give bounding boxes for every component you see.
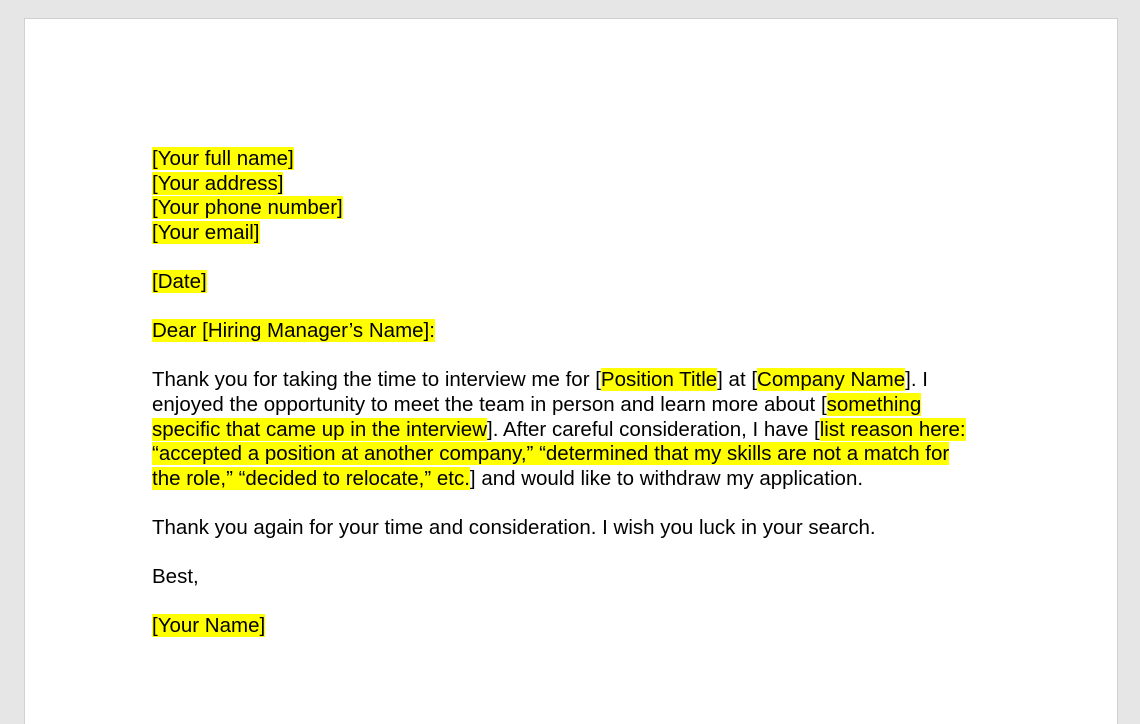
sender-phone: [Your phone number] [152, 196, 343, 220]
letter-body [152, 147, 982, 639]
sender-address: [Your address] [152, 171, 284, 195]
salutation: Dear [Hiring Manager’s Name]: [152, 319, 435, 343]
body-paragraph-2: Thank you again for your time and consideration. I wish you luck in your search. [152, 515, 876, 539]
spacer [152, 245, 982, 270]
withdraw-reason-placeholder: list reason here: “accepted a position at another company,” “determined that my skills are not a match for the role,” “decided to relocate,” etc. [152, 417, 966, 490]
signature-placeholder: [Your Name] [152, 614, 266, 638]
letter-date: [Date] [152, 269, 207, 293]
spacer [152, 541, 982, 566]
p1-text-d: ]. After careful consideration, I have [ [487, 417, 820, 441]
p1-text-a: Thank you for taking the time to interview me for [ [152, 368, 601, 392]
sender-email: [Your email] [152, 220, 260, 244]
body-paragraph-1 [152, 368, 982, 491]
spacer [152, 344, 982, 369]
spacer [152, 590, 982, 615]
company-name-placeholder: Company Name [757, 368, 906, 392]
position-title-placeholder: Position Title [600, 368, 718, 392]
sender-full-name: [Your full name] [152, 147, 294, 170]
p1-text-b: ] at [ [717, 368, 758, 392]
closing: Best, [152, 565, 199, 589]
specific-topic-placeholder: something specific that came up in the interview [152, 392, 922, 441]
p1-text-c: ]. I enjoyed the opportunity to meet the team in person and learn more about [ [152, 368, 928, 416]
spacer [152, 491, 982, 516]
spacer [152, 295, 982, 320]
sender-info [152, 147, 982, 245]
document-page[interactable] [24, 18, 1118, 724]
p1-text-e: ] and would like to withdraw my application. [469, 466, 864, 490]
